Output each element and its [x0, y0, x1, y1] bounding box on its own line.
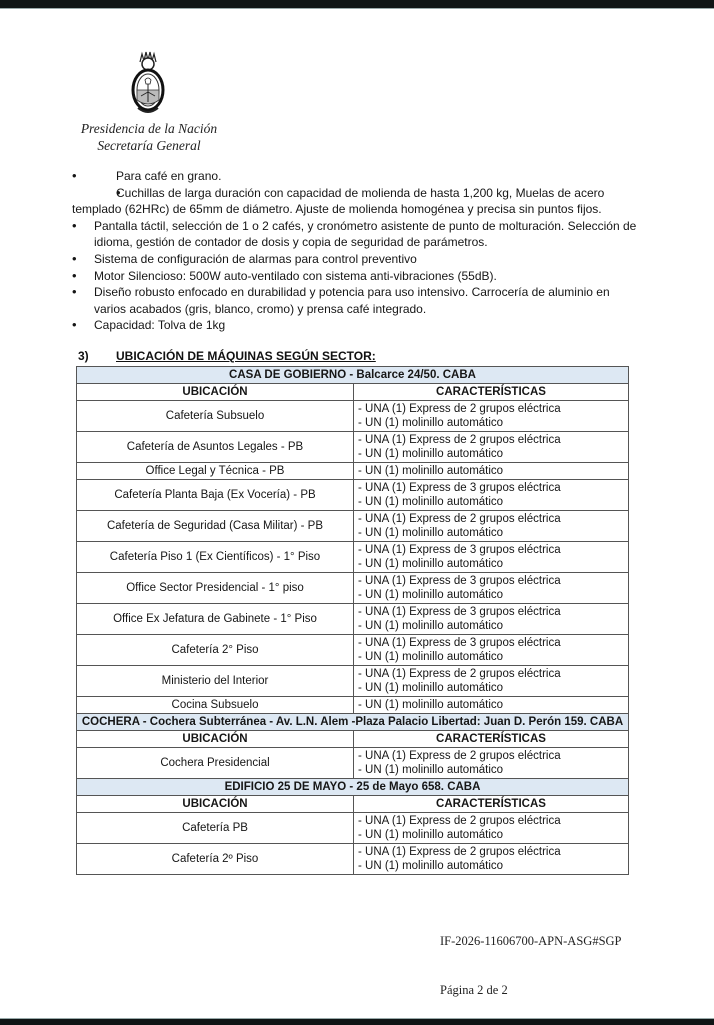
table-row: [77, 480, 629, 511]
bullet-item: • Motor Silencioso: 500W auto-ventilado con sistema anti-vibraciones (55dB).: [72, 268, 642, 285]
features-cell: [354, 432, 629, 463]
column-header-location: UBICACIÓN: [77, 731, 354, 748]
table-column-header-row: [77, 796, 629, 813]
features-cell: [354, 666, 629, 697]
location-cell: Cochera Presidencial: [77, 748, 354, 779]
column-header-features: CARACTERÍSTICAS: [354, 731, 629, 748]
table-row: [77, 666, 629, 697]
feature-line: - UNA (1) Express de 2 grupos eléctrica: [358, 403, 561, 415]
column-header-features: CARACTERÍSTICAS: [354, 796, 629, 813]
table-row: [77, 542, 629, 573]
location-cell: Cafetería Piso 1 (Ex Científicos) - 1° Piso: [77, 542, 354, 573]
location-cell: Cafetería de Seguridad (Casa Militar) - PB: [77, 511, 354, 542]
feature-line: - UNA (1) Express de 3 grupos eléctrica: [358, 544, 561, 556]
table-row: [77, 635, 629, 666]
bullet-item: • Cuchillas de larga duración con capacidad de molienda de hasta 1,200 kg, Muelas de acero templado (62HRc) de 65mm de diámetro. Ajuste de molienda homogénea y precisa sin puntos fijos.: [72, 185, 642, 218]
table-row: [77, 463, 629, 480]
feature-line: - UNA (1) Express de 2 grupos eléctrica: [358, 434, 561, 446]
feature-line: - UN (1) molinillo automático: [358, 860, 504, 872]
feature-line: - UN (1) molinillo automático: [358, 620, 504, 632]
coat-of-arms-icon: [128, 50, 168, 120]
features-cell: [354, 401, 629, 432]
table-row: [77, 844, 629, 875]
group-title: EDIFICIO 25 DE MAYO - 25 de Mayo 658. CABA: [77, 779, 629, 796]
table-row: [77, 748, 629, 779]
feature-line: - UNA (1) Express de 3 grupos eléctrica: [358, 575, 561, 587]
feature-line: - UNA (1) Express de 2 grupos eléctrica: [358, 750, 561, 762]
table-group-header: [77, 714, 629, 731]
bullet-item: • Diseño robusto enfocado en durabilidad y potencia para uso intensivo. Carrocería de aluminio en varios acabados (gris, blanco, cromo) y prensa café integrado.: [72, 284, 642, 317]
bullet-item: • Sistema de configuración de alarmas para control preventivo: [72, 251, 642, 268]
features-cell: [354, 511, 629, 542]
features-cell: [354, 697, 629, 714]
feature-line: - UN (1) molinillo automático: [358, 496, 504, 508]
column-header-features: CARACTERÍSTICAS: [354, 384, 629, 401]
location-cell: Cocina Subsuelo: [77, 697, 354, 714]
table-row: [77, 401, 629, 432]
table-group-header: [77, 779, 629, 796]
location-cell: Cafetería 2º Piso: [77, 844, 354, 875]
location-cell: Ministerio del Interior: [77, 666, 354, 697]
location-cell: Office Ex Jefatura de Gabinete - 1° Piso: [77, 604, 354, 635]
feature-line: - UNA (1) Express de 3 grupos eléctrica: [358, 637, 561, 649]
features-cell: [354, 635, 629, 666]
column-header-location: UBICACIÓN: [77, 384, 354, 401]
table-row: [77, 697, 629, 714]
org-line-2: Secretaría General: [97, 138, 201, 153]
table-group-header: [77, 367, 629, 384]
features-cell: [354, 463, 629, 480]
location-cell: Cafetería PB: [77, 813, 354, 844]
table-column-header-row: [77, 384, 629, 401]
bullet-item: • Pantalla táctil, selección de 1 o 2 cafés, y cronómetro asistente de punto de molturación. Selección de idioma, gestión de contador de dosis y copia de seguridad de parámetros.: [72, 218, 642, 251]
location-cell: Cafetería Subsuelo: [77, 401, 354, 432]
table-column-header-row: [77, 731, 629, 748]
page-number: Página 2 de 2: [440, 983, 508, 997]
table-row: [77, 432, 629, 463]
feature-line: - UN (1) molinillo automático: [358, 417, 504, 429]
feature-line: - UNA (1) Express de 2 grupos eléctrica: [358, 846, 561, 858]
feature-line: - UNA (1) Express de 2 grupos eléctrica: [358, 668, 561, 680]
machine-location-table: [76, 366, 629, 875]
issuing-organization: [60, 120, 238, 154]
feature-line: - UNA (1) Express de 3 grupos eléctrica: [358, 482, 561, 494]
feature-line: - UNA (1) Express de 2 grupos eléctrica: [358, 815, 561, 827]
feature-line: - UNA (1) Express de 3 grupos eléctrica: [358, 606, 561, 618]
features-cell: [354, 573, 629, 604]
top-black-bar: [0, 0, 714, 9]
feature-line: - UN (1) molinillo automático: [358, 699, 504, 711]
feature-line: - UN (1) molinillo automático: [358, 829, 504, 841]
features-cell: [354, 542, 629, 573]
features-cell: [354, 813, 629, 844]
features-cell: [354, 480, 629, 511]
location-cell: Cafetería Planta Baja (Ex Vocería) - PB: [77, 480, 354, 511]
location-cell: Office Legal y Técnica - PB: [77, 463, 354, 480]
feature-line: - UN (1) molinillo automático: [358, 558, 504, 570]
column-header-location: UBICACIÓN: [77, 796, 354, 813]
feature-line: - UN (1) molinillo automático: [358, 589, 504, 601]
table-row: [77, 604, 629, 635]
bullet-item: • Capacidad: Tolva de 1kg: [72, 317, 642, 334]
feature-line: - UN (1) molinillo automático: [358, 682, 504, 694]
table-row: [77, 573, 629, 604]
location-cell: Cafetería de Asuntos Legales - PB: [77, 432, 354, 463]
feature-line: - UNA (1) Express de 2 grupos eléctrica: [358, 513, 561, 525]
features-cell: [354, 604, 629, 635]
section-number: 3): [78, 349, 89, 363]
table-row: [77, 813, 629, 844]
org-line-1: Presidencia de la Nación: [80, 121, 218, 136]
group-title: CASA DE GOBIERNO - Balcarce 24/50. CABA: [77, 367, 629, 384]
features-cell: [354, 844, 629, 875]
location-cell: Cafetería 2° Piso: [77, 635, 354, 666]
bullet-item: • Para café en grano.: [72, 168, 642, 185]
feature-line: - UN (1) molinillo automático: [358, 527, 504, 539]
feature-line: - UN (1) molinillo automático: [358, 764, 504, 776]
section-title: UBICACIÓN DE MÁQUINAS SEGÚN SECTOR:: [116, 349, 376, 363]
feature-line: - UN (1) molinillo automático: [358, 651, 504, 663]
location-cell: Office Sector Presidencial - 1° piso: [77, 573, 354, 604]
feature-line: - UN (1) molinillo automático: [358, 465, 504, 477]
document-id: IF-2026-11606700-APN-ASG#SGP: [440, 934, 622, 948]
spec-bullet-list: [72, 168, 642, 334]
table-row: [77, 511, 629, 542]
features-cell: [354, 748, 629, 779]
feature-line: - UN (1) molinillo automático: [358, 448, 504, 460]
group-title: COCHERA - Cochera Subterránea - Av. L.N. Alem -Plaza Palacio Libertad: Juan D. Perón 159. CABA: [77, 714, 629, 731]
